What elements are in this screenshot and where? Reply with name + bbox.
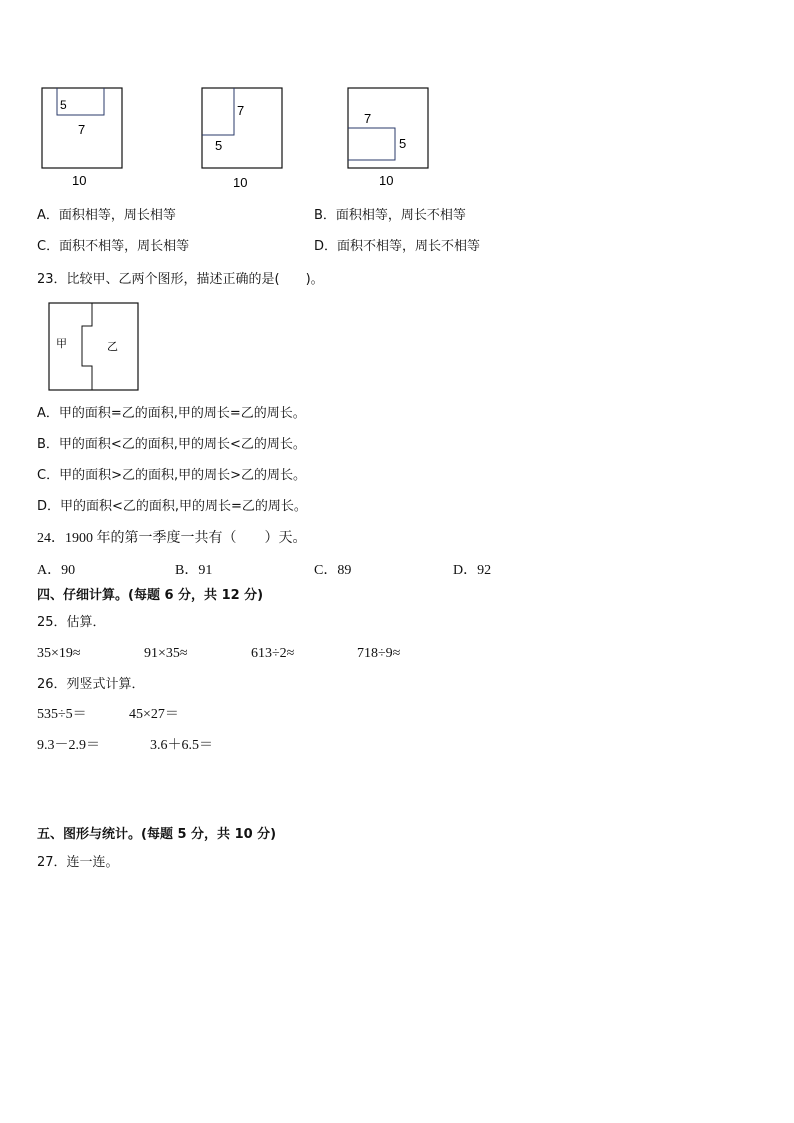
q24-option-c[interactable]: C．89 bbox=[314, 563, 352, 578]
label-jia: 甲 bbox=[56, 338, 67, 350]
q23-option-a[interactable]: A．甲的面积=乙的面积,甲的周长=乙的周长。 bbox=[37, 406, 306, 421]
dividing-line bbox=[82, 303, 92, 390]
label-outer-side: 10 bbox=[72, 173, 87, 188]
q25-item-3: 613÷2≈ bbox=[251, 646, 295, 661]
outer-square bbox=[202, 88, 282, 168]
q26-item-4: 3.6＋6.5＝ bbox=[150, 738, 213, 753]
section-4-title: 四、仔细计算。(每题 6 分，共 12 分) bbox=[37, 588, 264, 603]
q26-item-2: 45×27＝ bbox=[129, 707, 179, 722]
q24-option-b[interactable]: B．91 bbox=[175, 563, 213, 578]
inner-rectangle bbox=[202, 88, 234, 135]
label-inner-width: 7 bbox=[78, 122, 86, 137]
q26-stem: 26．列竖式计算． bbox=[37, 677, 145, 692]
q25-stem: 25．估算． bbox=[37, 615, 106, 630]
q24-option-d[interactable]: D．92 bbox=[453, 563, 492, 578]
figure-2 bbox=[196, 82, 292, 194]
label-inner-width: 7 bbox=[364, 111, 372, 126]
label-inner-height: 5 bbox=[60, 98, 67, 112]
inner-rectangle bbox=[348, 128, 395, 160]
label-outer-side: 10 bbox=[379, 173, 394, 188]
q25-item-2: 91×35≈ bbox=[144, 646, 188, 661]
label-yi: 乙 bbox=[107, 341, 118, 353]
q23-figure bbox=[44, 298, 144, 396]
q25-item-1: 35×19≈ bbox=[37, 646, 81, 661]
q26-item-1: 535÷5＝ bbox=[37, 707, 87, 722]
label-outer-side: 10 bbox=[233, 175, 248, 190]
q22-option-d[interactable]: D．面积不相等，周长不相等 bbox=[314, 239, 481, 254]
section-5-title: 五、图形与统计。(每题 5 分，共 10 分) bbox=[37, 827, 277, 842]
figure-3 bbox=[342, 82, 438, 190]
figure-1 bbox=[36, 82, 132, 190]
q23-option-d[interactable]: D．甲的面积<乙的面积,甲的周长=乙的周长。 bbox=[37, 499, 307, 514]
q24-stem: 24．1900 年的第一季度一共有（ ）天。 bbox=[37, 531, 307, 546]
label-inner-height: 7 bbox=[237, 103, 245, 118]
q23-option-b[interactable]: B．甲的面积<乙的面积,甲的周长<乙的周长。 bbox=[37, 437, 306, 452]
q27-stem: 27．连一连。 bbox=[37, 855, 119, 870]
label-inner-width: 5 bbox=[215, 138, 223, 153]
q23-stem: 23．比较甲、乙两个图形，描述正确的是( )。 bbox=[37, 272, 324, 287]
q22-option-a[interactable]: A．面积相等，周长相等 bbox=[37, 208, 176, 223]
q24-option-a[interactable]: A．90 bbox=[37, 563, 76, 578]
q22-option-c[interactable]: C．面积不相等，周长相等 bbox=[37, 239, 190, 254]
q23-option-c[interactable]: C．甲的面积>乙的面积,甲的周长>乙的周长。 bbox=[37, 468, 306, 483]
label-inner-height: 5 bbox=[399, 136, 407, 151]
q26-item-3: 9.3－2.9＝ bbox=[37, 738, 100, 753]
q25-item-4: 718÷9≈ bbox=[357, 646, 401, 661]
q22-option-b[interactable]: B．面积相等，周长不相等 bbox=[314, 208, 466, 223]
